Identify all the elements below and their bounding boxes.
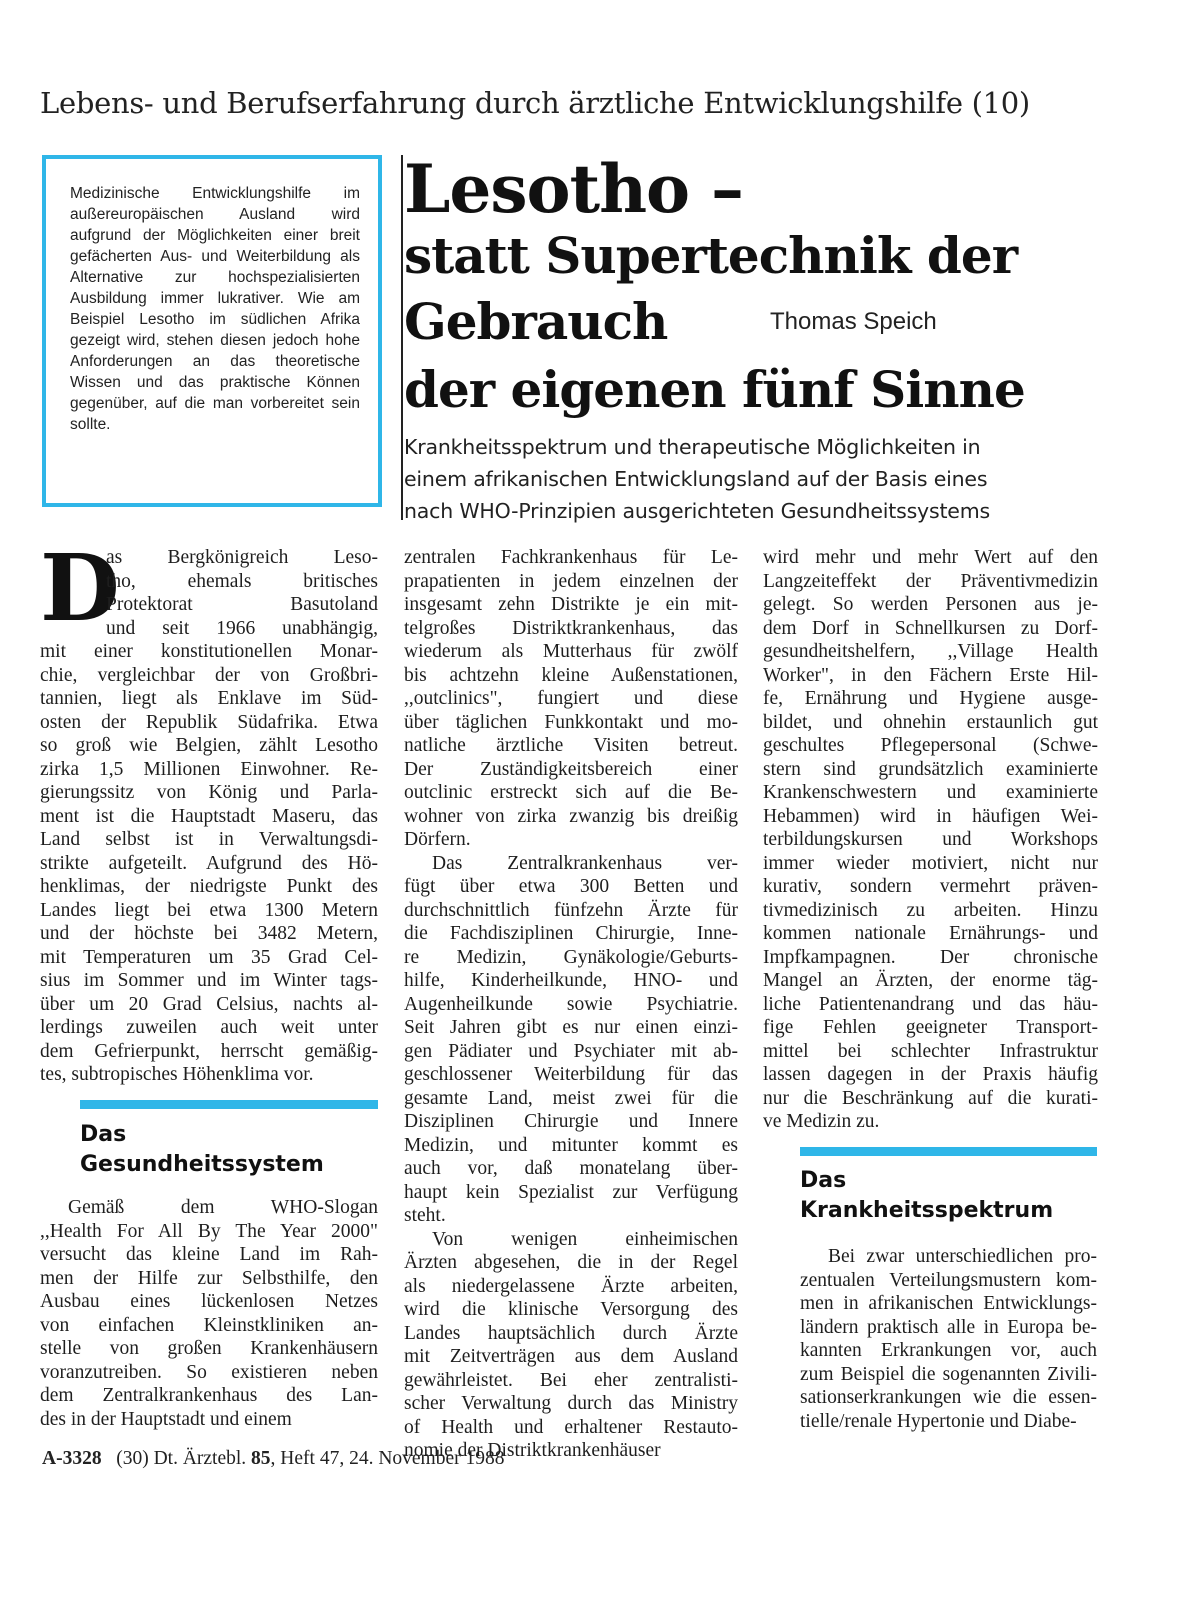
section-heading-2-line-1: Das <box>800 1168 847 1193</box>
col2-line: geschlossener Weiterbildung für das <box>404 1064 738 1085</box>
col2-line: insgesamt zehn Distrikte je ein mit- <box>404 594 738 615</box>
page-footer <box>42 1448 505 1470</box>
col2-line: Seit Jahren gibt es nur einen einzi- <box>404 1017 738 1038</box>
col1-line: chie, vergleichbar der von Großbri- <box>40 664 378 686</box>
col1-line: mit einer konstitutionellen Monar- <box>40 641 378 662</box>
col2-line: über täglichen Funkkontakt und mo- <box>404 711 738 733</box>
col1-line: über um 20 Grad Celsius, nachts al- <box>40 993 378 1015</box>
col2-line: Augenheilkunde sowie Psychiatrie. <box>404 993 738 1015</box>
col1b-line: dem Zentralkrankenhaus des Lan- <box>40 1385 378 1406</box>
col2-line: Medizin, und mitunter kommt es <box>404 1134 738 1156</box>
col1b-line: voranzutreiben. So existieren neben <box>40 1361 378 1383</box>
subtitle-line-2: einem afrikanischen Entwicklungsland auf der Basis eines <box>404 467 988 491</box>
col3-line: stern sind grundsätzlich examinierte <box>763 758 1098 780</box>
section-heading-2-line-2: Krankheitsspektrum <box>800 1198 1054 1223</box>
col3-line: dem Dorf in Schnellkursen zu Dorf- <box>763 617 1098 639</box>
col2-line: Von wenigen einheimischen <box>432 1228 738 1250</box>
col1b-line: des in der Hauptstadt und einem <box>40 1408 292 1430</box>
column-1-text <box>40 534 378 1087</box>
subtitle-line-3: nach WHO-Prinzipien ausgerichteten Gesundheitssystems <box>404 499 990 523</box>
drop-cap: D <box>40 534 120 642</box>
col1-line: tho, ehemals britisches <box>106 570 378 592</box>
col3-line: terbildungskursen und Workshops <box>763 829 1098 850</box>
section-bar-2 <box>800 1147 1097 1156</box>
col2-line: nomie der Distriktkrankenhäuser <box>404 1440 661 1461</box>
col2-line: zentralen Fachkrankenhaus für Le- <box>404 547 738 568</box>
col3-line: wird mehr und mehr Wert auf den <box>763 547 1098 568</box>
section-heading-1-line-2: Gesundheitssystem <box>80 1152 324 1177</box>
column-3-continued-text <box>800 1245 1097 1433</box>
subtitle-line-1: Krankheitsspektrum und therapeutische Möglichkeiten in <box>404 435 981 459</box>
headline-line-2: statt Supertechnik der <box>404 226 1018 285</box>
col3-line: Impfkampagnen. Der chronische <box>763 946 1098 968</box>
col1b-line: Ausbau eines lückenlosen Netzes <box>40 1291 378 1312</box>
abstract-text: Medizinische Entwicklungshilfe im außereuropäischen Ausland wird aufgrund der Möglichkeiten einer breit gefächerten Aus- und Weiterbildung als Alternative zur hochspezialisierten Ausbildung immer lukrativer. Wie am Beispiel Lesotho im südlichen Afrika gezeigt wird, stehen diesen jedoch hohe Anforderungen an das theoretische Wissen und das praktische Können gegenüber, auf die man vorbereitet sein sollte. <box>70 185 360 433</box>
col2-line: steht. <box>404 1205 446 1226</box>
col3-line: fige Fehlen geeigneter Transport- <box>763 1017 1098 1038</box>
col3-line: Mangel an Ärzten, der enorme täg- <box>763 970 1098 991</box>
col3-line: kommen nationale Ernährungs- und <box>763 923 1098 944</box>
col2-line: Disziplinen Chirurgie und Innere <box>404 1111 738 1132</box>
col3b-line: sationserkrankungen wie die essen- <box>800 1387 1097 1408</box>
col2-line: re Medizin, Gynäkologie/Geburts- <box>404 946 738 968</box>
col3b-line: men in afrikanischen Entwicklungs- <box>800 1293 1097 1314</box>
col1-line: so groß wie Belgien, zählt Lesotho <box>40 735 378 756</box>
col1-line: und seit 1966 unabhängig, <box>106 617 378 639</box>
col3-line: ve Medizin zu. <box>763 1111 880 1132</box>
col3b-line: Bei zwar unterschiedlichen pro- <box>828 1246 1097 1267</box>
col3-line: bildet, und ohnehin erstaunlich gut <box>763 711 1098 733</box>
footer-issue-date: , Heft 47, 24. November 1988 <box>270 1448 505 1469</box>
col1-line: strikte aufgeteilt. Aufgrund des Hö- <box>40 852 378 874</box>
col2-line: Dörfern. <box>404 829 471 850</box>
col2-line: Das Zentralkrankenhaus ver- <box>432 852 738 874</box>
col1-line: Land selbst ist in Verwaltungsdi- <box>40 829 378 850</box>
col2-line: fügt über etwa 300 Betten und <box>404 876 738 897</box>
headline-line-1: Lesotho – <box>404 150 744 228</box>
col2-line: prapatienten in jedem einzelnen der <box>404 570 738 592</box>
col2-line: Landes hauptsächlich durch Ärzte <box>404 1322 738 1344</box>
col2-line: hilfe, Kinderheilkunde, HNO- und <box>404 970 738 991</box>
col1-line: und der höchste bei 3482 Metern, <box>40 923 378 944</box>
col1b-line: stelle von großen Krankenhäusern <box>40 1338 378 1359</box>
author-name: Thomas Speich <box>770 308 937 335</box>
col2-line: wohner von zirka zwanzig bis dreißig <box>404 805 738 827</box>
section-heading-1-line-1: Das <box>80 1122 127 1147</box>
col3-line: kurativ, sondern vermehrt präven- <box>763 876 1098 897</box>
col2-line: wird die klinische Versorgung des <box>404 1299 738 1320</box>
col2-line: telgroßes Distriktkrankenhaus, das <box>404 617 738 639</box>
col1-line: osten der Republik Südafrika. Etwa <box>40 711 378 733</box>
col3-line: Langzeiteffekt der Präventivmedizin <box>763 570 1098 592</box>
col3-line: immer wieder motiviert, nicht nur <box>763 852 1098 874</box>
subtitle <box>404 431 1104 527</box>
col1-line: tes, subtropisches Höhenklima vor. <box>40 1064 314 1085</box>
col1-line: gierungssitz von König und Parla- <box>40 782 378 803</box>
col2-line: ,,outclinics", fungiert und diese <box>404 688 738 709</box>
col2-line: auch vor, daß monatelang über- <box>404 1158 738 1179</box>
col2-line: mit Zeitverträgen aus dem Ausland <box>404 1346 738 1367</box>
col3-line: gesundheitshelfern, ,,Village Health <box>763 641 1098 662</box>
col2-line: gesamte Land, meist zwei für die <box>404 1087 738 1109</box>
col1b-line: men der Hilfe zur Selbsthilfe, den <box>40 1267 378 1289</box>
col1-line: dem Gefrierpunkt, herrscht gemäßig- <box>40 1040 378 1062</box>
col2-line: die Fachdisziplinen Chirurgie, Inne- <box>404 923 738 944</box>
col3b-line: zentualen Verteilungsmustern kom- <box>800 1269 1097 1291</box>
col2-line: haupt kein Spezialist zur Verfügung <box>404 1181 738 1203</box>
col3-line: tivmedizinisch zu arbeiten. Hinzu <box>763 899 1098 921</box>
section-heading-gesundheitssystem <box>80 1120 324 1180</box>
headline-line-3: Gebrauch <box>404 292 668 351</box>
col2-line: natliche ärztliche Visiten betreut. <box>404 735 738 756</box>
col2-line: durchschnittlich fünfzehn Ärzte für <box>404 899 738 921</box>
vertical-divider <box>401 155 403 520</box>
col3-line: Krankenschwestern und examinierte <box>763 782 1098 803</box>
col1b-line: Gemäß dem WHO-Slogan <box>68 1197 378 1218</box>
col2-line: outclinic erstreckt sich auf die Be- <box>404 782 738 803</box>
col2-line: of Health und erhaltener Restauto- <box>404 1416 738 1438</box>
col3b-line: zum Beispiel die sogenannten Zivili- <box>800 1363 1097 1385</box>
section-heading-krankheitsspektrum <box>800 1166 1053 1226</box>
col2-line: Ärzten abgesehen, die in der Regel <box>404 1252 738 1273</box>
col3b-line: kannten Erkrankungen vor, auch <box>800 1340 1097 1361</box>
col3-line: lassen dagegen in der Praxis häufig <box>763 1064 1098 1085</box>
col1-line: as Bergkönigreich Leso- <box>106 547 378 568</box>
headline-line-4: der eigenen fünf Sinne <box>404 360 1025 419</box>
col3b-line: tielle/renale Hypertonie und Diabe- <box>800 1410 1077 1432</box>
col3-line: liche Patientenandrang und das häu- <box>763 993 1098 1015</box>
column-1-continued-text <box>40 1196 378 1431</box>
col2-line: als niedergelassene Ärzte arbeiten, <box>404 1275 738 1297</box>
col1-line: ment ist die Hauptstadt Maseru, das <box>40 805 378 827</box>
col3-line: fe, Ernährung und Hygiene ausge- <box>763 688 1098 709</box>
col2-line: gewährleistet. Bei eher zentralisti- <box>404 1369 738 1391</box>
col1-line: Protektorat Basutoland <box>106 594 378 615</box>
series-title: Lebens- und Berufserfahrung durch ärztliche Entwicklungshilfe (10) <box>40 86 1030 120</box>
col1-line: mit Temperaturen um 35 Grad Cel- <box>40 946 378 968</box>
col3-line: gelegt. So werden Personen aus je- <box>763 594 1098 615</box>
col2-line: Der Zuständigkeitsbereich einer <box>404 758 738 780</box>
col1b-line: ,,Health For All By The Year 2000" <box>40 1220 378 1242</box>
col1b-line: versucht das kleine Land im Rah- <box>40 1244 378 1265</box>
section-bar-1 <box>80 1100 378 1109</box>
col3-line: Hebammen) wird in häufigen Wei- <box>763 805 1098 827</box>
footer-volume: 85 <box>251 1448 271 1469</box>
col3-line: geschultes Pflegepersonal (Schwe- <box>763 735 1098 756</box>
col1-line: sius im Sommer und im Winter tags- <box>40 970 378 991</box>
footer-page-number: A-3328 <box>42 1448 102 1469</box>
col3-line: mittel bei schlechter Infrastruktur <box>763 1040 1098 1062</box>
column-2-text <box>404 546 738 1463</box>
col1-line: lerdings zuweilen auch weit unter <box>40 1017 378 1038</box>
col2-line: gen Pädiater und Psychiater mit ab- <box>404 1040 738 1062</box>
col1b-line: von einfachen Kleinstkliniken an- <box>40 1314 378 1336</box>
col3-line: nur die Beschränkung auf die kurati- <box>763 1087 1098 1109</box>
col2-line: scher Verwaltung durch das Ministry <box>404 1393 738 1414</box>
col3-line: Worker", in den Fächern Erste Hil- <box>763 664 1098 686</box>
col1-line: tannien, liegt als Enklave im Süd- <box>40 688 378 709</box>
col2-line: wiederum als Mutterhaus für zwölf <box>404 641 738 662</box>
column-3-text <box>763 546 1098 1134</box>
col1-line: Landes liegt bei etwa 1300 Metern <box>40 899 378 921</box>
footer-journal: (30) Dt. Ärztebl. <box>116 1448 247 1469</box>
col1-line: henklimas, der niedrigste Punkt des <box>40 876 378 897</box>
abstract-box <box>42 155 382 507</box>
col3b-line: ländern praktisch alle in Europa be- <box>800 1316 1097 1338</box>
col2-line: bis achtzehn kleine Außenstationen, <box>404 664 738 686</box>
col1-line: zirka 1,5 Millionen Einwohner. Re- <box>40 758 378 780</box>
